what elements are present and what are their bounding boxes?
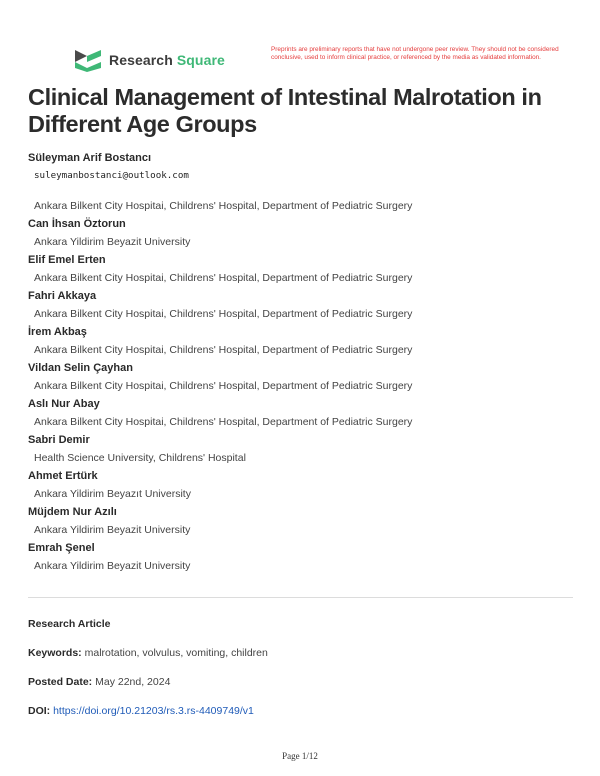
keywords-label: Keywords: (28, 647, 82, 659)
logo-text (109, 52, 225, 68)
author-name: Müjdem Nur Azılı (28, 506, 117, 518)
posted-date-row (28, 675, 573, 689)
author-name: Sabri Demir (28, 434, 90, 446)
author-name: Can İhsan Öztorun (28, 218, 126, 230)
author-name: Emrah Şenel (28, 542, 95, 554)
paper-title: Clinical Management of Intestinal Malrotation in Different Age Groups (28, 84, 542, 137)
author-affiliation: Ankara Yildirim Beyazit University (34, 524, 191, 536)
research-square-logo-icon (73, 47, 103, 73)
page-number: Page 1/12 (282, 751, 318, 761)
author-affiliation: Ankara Bilkent City Hospitai, Childrens' Hospital, Department of Pediatric Surgery (34, 344, 413, 356)
author-affiliation: Ankara Yildirim Beyazıt University (34, 488, 191, 500)
author-name: Vildan Selin Çayhan (28, 362, 133, 374)
preprint-notice: Preprints are preliminary reports that have not undergone peer review. They should not be considered conclusive, used to inform clinical practice, or referenced by the media as validated information. (271, 46, 559, 62)
logo-text-research: Research (109, 52, 173, 68)
author-email[interactable]: suleymanbostanci@outlook.com (34, 170, 189, 181)
author-affiliation: Ankara Bilkent City Hospitai, Childrens' Hospital, Department of Pediatric Surgery (34, 380, 413, 392)
author-affiliation: Ankara Yildirim Beyazit University (34, 236, 191, 248)
author-name: Elif Emel Erten (28, 254, 106, 266)
doi-link[interactable]: https://doi.org/10.21203/rs.3.rs-4409749/v1 (53, 705, 254, 717)
section-divider (28, 597, 573, 598)
doi-label: DOI: (28, 705, 51, 717)
posted-date-label: Posted Date: (28, 676, 93, 688)
doi-row (28, 704, 573, 718)
author-affiliation: Health Science University, Childrens' Hospital (34, 452, 246, 464)
author-name: İrem Akbaş (28, 326, 87, 338)
author-name: Aslı Nur Abay (28, 398, 100, 410)
keywords-row (28, 646, 573, 660)
author-affiliation: Ankara Bilkent City Hospitai, Childrens' Hospital, Department of Pediatric Surgery (34, 416, 413, 428)
author-affiliation: Ankara Yildirim Beyazit University (34, 560, 191, 572)
posted-date-value: May 22nd, 2024 (95, 676, 171, 688)
keywords-value: malrotation, volvulus, vomiting, children (84, 647, 268, 659)
author-affiliation: Ankara Bilkent City Hospitai, Childrens' Hospital, Department of Pediatric Surgery (34, 200, 413, 212)
logo-text-square: Square (176, 52, 225, 68)
article-type: Research Article (28, 618, 111, 630)
author-spacer (28, 185, 573, 197)
author-affiliation: Ankara Bilkent City Hospitai, Childrens' Hospital, Department of Pediatric Surgery (34, 308, 413, 320)
author-name: Süleyman Arif Bostancı (28, 152, 152, 164)
research-square-logo[interactable] (73, 47, 225, 73)
author-list (28, 149, 573, 575)
author-name: Ahmet Ertürk (28, 470, 98, 482)
author-affiliation: Ankara Bilkent City Hospitai, Childrens' Hospital, Department of Pediatric Surgery (34, 272, 413, 284)
author-name: Fahri Akkaya (28, 290, 97, 302)
